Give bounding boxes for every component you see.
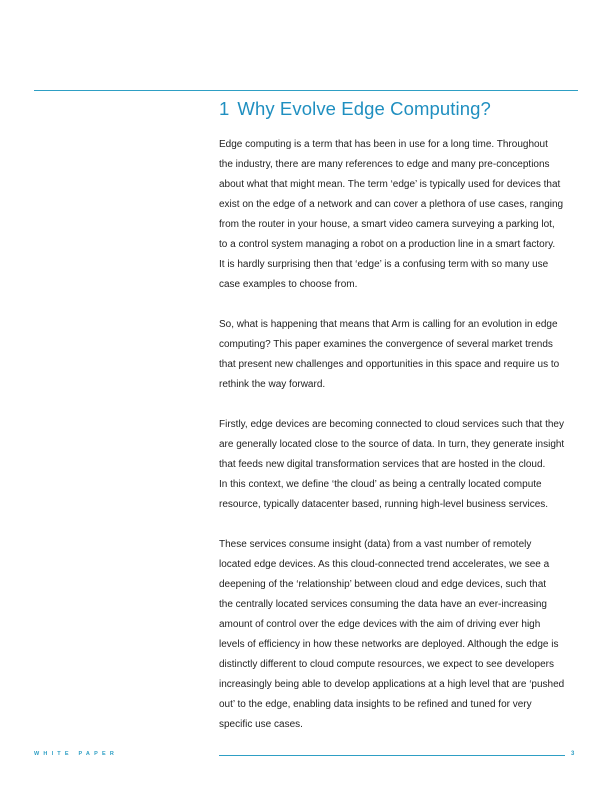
section-number: 1 [219, 98, 230, 119]
text-line: amount of control over the edge devices with the aim of driving ever high [219, 619, 541, 630]
text-line: deepening of the ‘relationship’ between cloud and edge devices, such that [219, 579, 547, 590]
text-line: from the router in your house, a smart video camera surveying a parking lot, [219, 219, 555, 230]
section-heading [219, 98, 491, 120]
header-rule [34, 90, 578, 91]
text-line: the centrally located services consuming the data have an ever-increasing [219, 599, 547, 610]
text-line: located edge devices. As this cloud-connected trend accelerates, we see a [219, 559, 550, 570]
text-line: are generally located close to the source of data. In turn, they generate insight [219, 439, 565, 450]
text-line: Firstly, edge devices are becoming connected to cloud services such that they [219, 419, 564, 430]
text-line: distinctly different to cloud compute resources, we expect to see developers [219, 659, 554, 670]
text-line: out’ to the edge, enabling data insights to be refined and tuned for very [219, 699, 532, 710]
footer-label: WHITE PAPER [34, 751, 118, 757]
footer-rule [219, 755, 565, 756]
paragraph-3 [219, 415, 581, 515]
page-number: 3 [571, 751, 575, 757]
paragraph-4 [219, 535, 581, 735]
text-line: specific use cases. [219, 719, 303, 730]
text-line: It is hardly surprising then that ‘edge’ is a confusing term with so many use [219, 259, 549, 270]
text-line: resource, typically datacenter based, running high-level business services. [219, 499, 549, 510]
text-line: These services consume insight (data) from a vast number of remotely [219, 539, 532, 550]
text-line: So, what is happening that means that Arm is calling for an evolution in edge [219, 319, 558, 330]
text-line: that present new challenges and opportunities in this space and require us to [219, 359, 560, 370]
text-line: to a control system managing a robot on a production line in a smart factory. [219, 239, 556, 250]
section-title: Why Evolve Edge Computing? [237, 98, 491, 119]
text-line: computing? This paper examines the convergence of several market trends [219, 339, 553, 350]
text-line: that feeds new digital transformation services that are hosted in the cloud. [219, 459, 546, 470]
text-line: exist on the edge of a network and can cover a plethora of use cases, ranging [219, 199, 564, 210]
text-line: rethink the way forward. [219, 379, 326, 390]
text-line: increasingly being able to develop applications at a high level that are ‘pushed [219, 679, 565, 690]
text-line: levels of efficiency in how these networks are deployed. Although the edge is [219, 639, 559, 650]
body-text [219, 135, 581, 755]
text-line: about what that might mean. The term ‘edge’ is typically used for devices that [219, 179, 561, 190]
text-line: the industry, there are many references to edge and many pre-conceptions [219, 159, 550, 170]
paragraph-2 [219, 315, 581, 395]
text-line: In this context, we define ‘the cloud’ as being a centrally located compute [219, 479, 542, 490]
text-line: Edge computing is a term that has been in use for a long time. Throughout [219, 139, 548, 150]
text-line: case examples to choose from. [219, 279, 358, 290]
paragraph-1 [219, 135, 581, 295]
